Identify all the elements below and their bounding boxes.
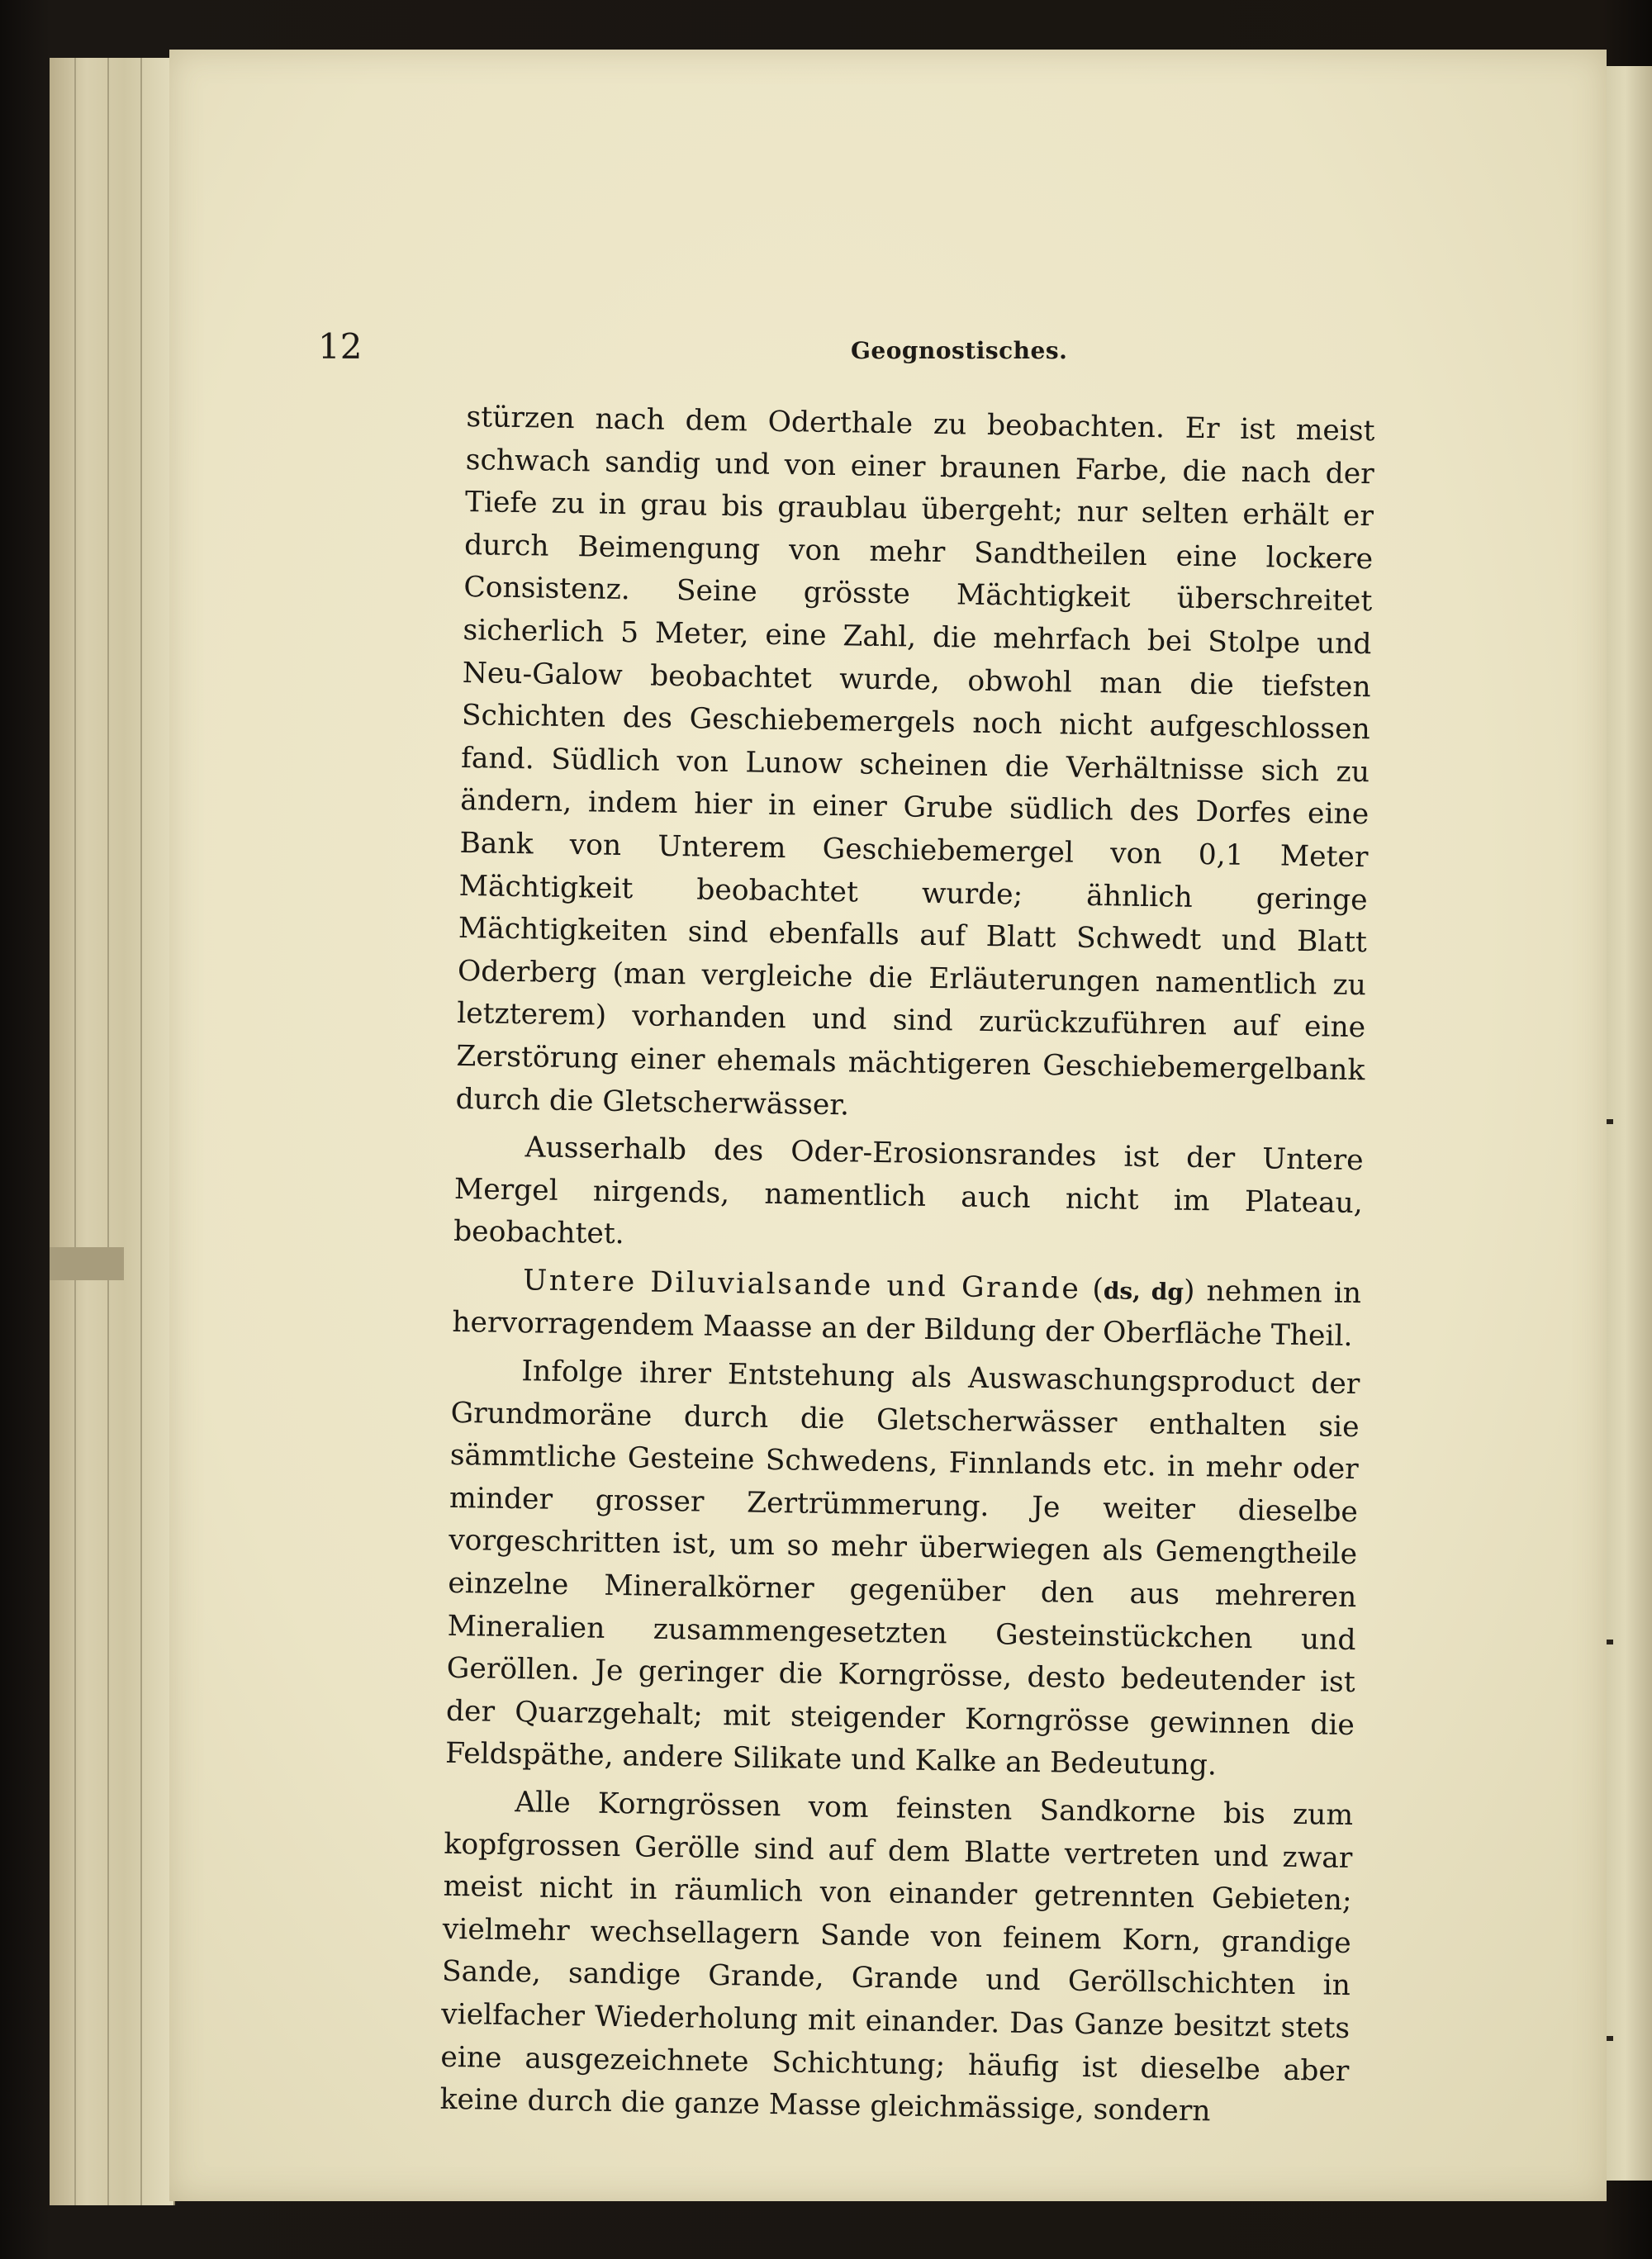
paragraph-1: stürzen nach dem Oderthale zu beobachten. Er ist meist schwach sandig und von einer braunen Farbe, die nach der Tiefe zu in grau bis graublau übergeht; nur selten erhält er durch Beimengung von mehr Sandtheilen eine lockere Consistenz. Seine grösste Mächtigkeit überschreitet sicherlich 5 Meter, eine Zahl, die mehrfach bei Stolpe und Neu-Galow beobachtet wurde, obwohl man die tiefsten Schichten des Geschiebemergels noch nicht aufgeschlossen fand. Südlich von Lunow scheinen die Verhältnisse sich zu ändern, indem hier in einer Grube südlich des Dorfes eine Bank von Unterem Geschiebemergel von 0,1 Meter Mächtigkeit beobachtet wurde; ähnlich geringe Mächtigkeiten sind ebenfalls auf Blatt Schwedt und Blatt Oderberg (man vergleiche die Erläuterungen namentlich zu letzterem) vorhanden und sind zurückzuführen auf eine Zerstörung einer ehemals mächtigeren Geschiebemergelbank durch die Gletscherwässer. [455, 400, 1375, 1122]
paragraph-3-rest: ) nehmen in hervorragendem Maasse an der Bildung der Oberfläche Theil. [452, 1274, 1362, 1354]
page-number: 12 [318, 326, 363, 367]
paragraph-3 [452, 1259, 1362, 1359]
page-tear [50, 1247, 124, 1280]
page-stack-edge [50, 58, 175, 2205]
paragraph-3-open: ( [1080, 1272, 1104, 1307]
paragraph-4: Infolge ihrer Entstehung als Auswaschungsproduct der Grundmoräne durch die Gletscherwässer enthalten sie sämmtliche Gesteine Schwedens, Finnlands etc. in mehr oder minder grosser Zertrümmerung. Je weiter dieselbe vorgeschritten ist, um so mehr überwiegen als Gemengtheile einzelne Mineralkörner gegenüber den aus mehreren Mineralien zusammengesetzten Gesteinstückchen und Geröllen. Je geringer die Korngrösse, desto bedeutender ist der Quarzgehalt; mit steigender Korngrösse gewinnen die Feldspäthe, andere Silikate und Kalke an Bedeutung. [444, 1355, 1360, 1782]
page-edge-line [74, 58, 76, 2205]
paragraph-5: Alle Korngrössen vom feinsten Sandkorne bis zum kopfgrossen Gerölle sind auf dem Blatte vertreten und zwar meist nicht in räumlich von einander getrennten Gebieten; vielmehr wechsellagern Sande von feinem Korn, grandige Sande, sandige Grande, Grande und Geröllschichten in vielfacher Wiederholung mit einander. Das Ganze besitzt stets eine ausgezeichnete Schichtung; häufig ist dieselbe aber keine durch die ganze Masse gleichmässige, sondern [439, 1786, 1354, 2128]
page-edge-line [140, 58, 142, 2205]
section-term: Untere Diluvialsande und Grande [522, 1264, 1081, 1306]
page-edge-line [107, 58, 109, 2205]
map-symbols: ds, dg [1103, 1277, 1184, 1306]
paragraph-2: Ausserhalb des Oder-Erosionsrandes ist der Untere Mergel nirgends, namentlich auch nicht im Plateau, beobachtet. [453, 1131, 1364, 1251]
running-head: Geognostisches. [851, 337, 1068, 364]
body-text [439, 396, 1375, 2136]
